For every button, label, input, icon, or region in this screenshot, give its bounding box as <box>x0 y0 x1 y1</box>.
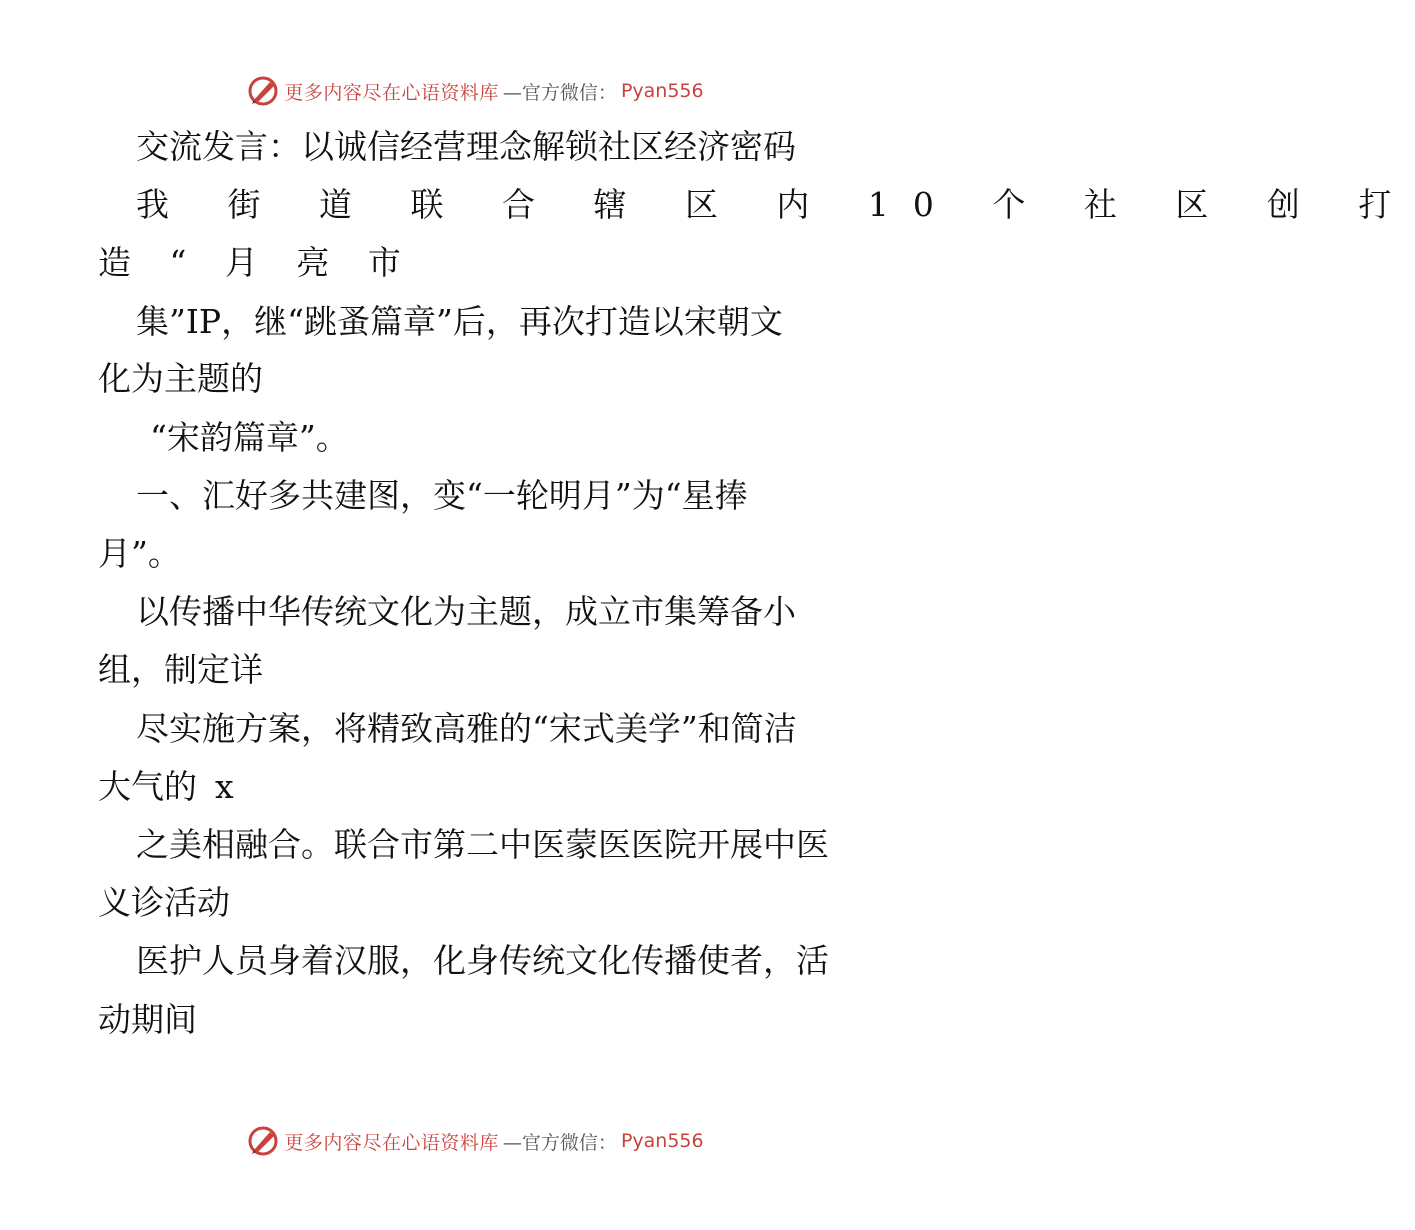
paragraph-line: 月”。 <box>98 534 181 573</box>
paragraph-line: 组，制定详 <box>98 650 263 689</box>
paragraph-line: 义诊活动 <box>98 883 230 922</box>
paragraph-line: 化为主题的 <box>98 359 263 398</box>
paragraph-line: 动期间 <box>98 1000 197 1039</box>
pen-logo-icon <box>246 74 280 108</box>
banner-wechat-id: Pyan556 <box>620 1130 704 1152</box>
paragraph-line: 我 街 道 联 合 辖 区 内 10 个 社 区 创 打 <box>136 185 1415 224</box>
paragraph-line: 集”IP，继“跳蚤篇章”后，再次打造以宋朝文 <box>136 302 783 341</box>
paragraph-line: 医护人员身着汉服，化身传统文化传播使者，活 <box>136 941 829 980</box>
paragraph-line: 造 “ 月 亮 市 <box>98 243 415 282</box>
banner-wechat-id: Pyan556 <box>620 80 704 102</box>
section-heading: 一、汇好多共建图，变“一轮明月”为“星捧 <box>136 476 748 515</box>
header-banner <box>0 69 950 113</box>
paragraph-line: 之美相融合。联合市第二中医蒙医医院开展中医 <box>136 825 829 864</box>
paragraph-line: “宋韵篇章”。 <box>150 418 349 457</box>
paragraph-line <box>0 762 950 812</box>
paragraph-line: 尽实施方案，将精致高雅的“宋式美学”和简洁 <box>136 709 797 748</box>
banner-title: 更多内容尽在心语资料库 <box>284 1131 499 1154</box>
paragraph-line: 以传播中华传统文化为主题，成立市集筹备小 <box>136 592 796 631</box>
banner-separator: —官方微信： <box>502 1131 617 1154</box>
pen-logo-icon <box>246 1124 280 1158</box>
stray-character: x <box>215 767 234 806</box>
paragraph-line-text: 大气的 <box>98 767 197 806</box>
document-title: 交流发言：以诚信经营理念解锁社区经济密码 <box>136 127 796 166</box>
footer-banner <box>0 1119 950 1163</box>
banner-separator: —官方微信： <box>502 81 617 104</box>
banner-title: 更多内容尽在心语资料库 <box>284 81 499 104</box>
